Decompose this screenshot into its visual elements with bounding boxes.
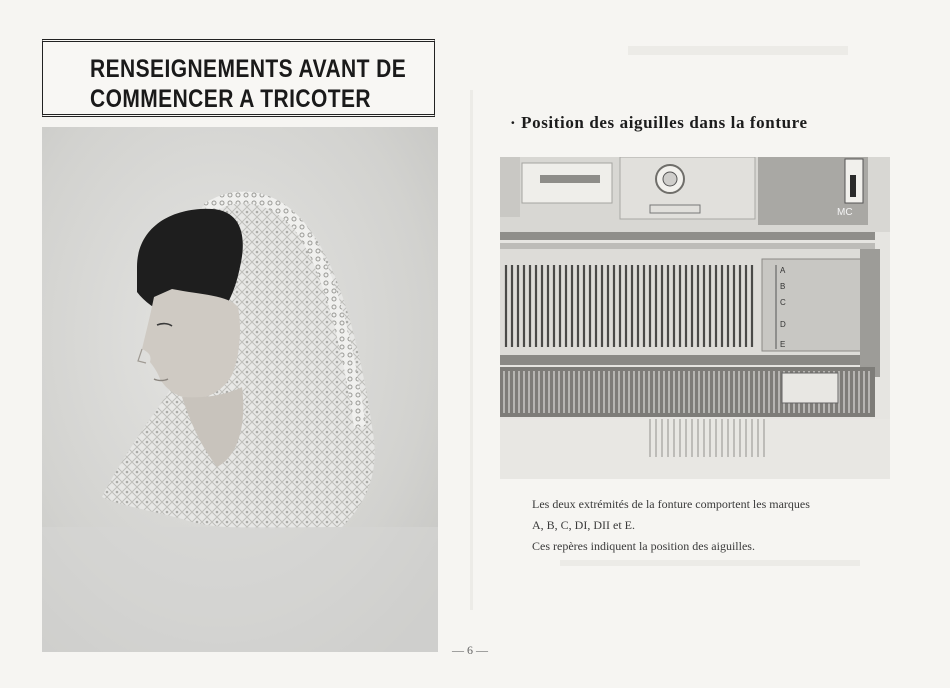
show-through-line (470, 90, 473, 610)
caption-line-2: A, B, C, DI, DII et E. (532, 518, 635, 532)
portrait-photo (42, 127, 438, 652)
knitting-machine-photo (500, 157, 890, 479)
show-through-line (560, 560, 860, 566)
mark-label-d: D (780, 320, 786, 329)
title-line-2: COMMENCER A TRICOTER (90, 85, 372, 113)
photo-caption (532, 494, 894, 557)
mark-label-e: E (780, 340, 786, 349)
mark-label-b: B (780, 282, 786, 291)
page-number: — 6 — (452, 643, 488, 657)
title-box (42, 39, 435, 117)
mark-label-c: C (780, 298, 786, 307)
mark-label-a: A (780, 266, 786, 275)
title-line-1: RENSEIGNEMENTS AVANT DE (90, 55, 407, 83)
caption-line-3: Ces repères indiquent la position des aiguilles. (532, 539, 755, 553)
page-title (90, 54, 407, 114)
caption-line-1: Les deux extrémités de la fonture comportent les marques (532, 497, 810, 511)
machine-mc-label: MC (837, 207, 853, 218)
section-heading: · Position des aiguilles dans la fonture (510, 113, 808, 132)
show-through-line (628, 46, 848, 55)
